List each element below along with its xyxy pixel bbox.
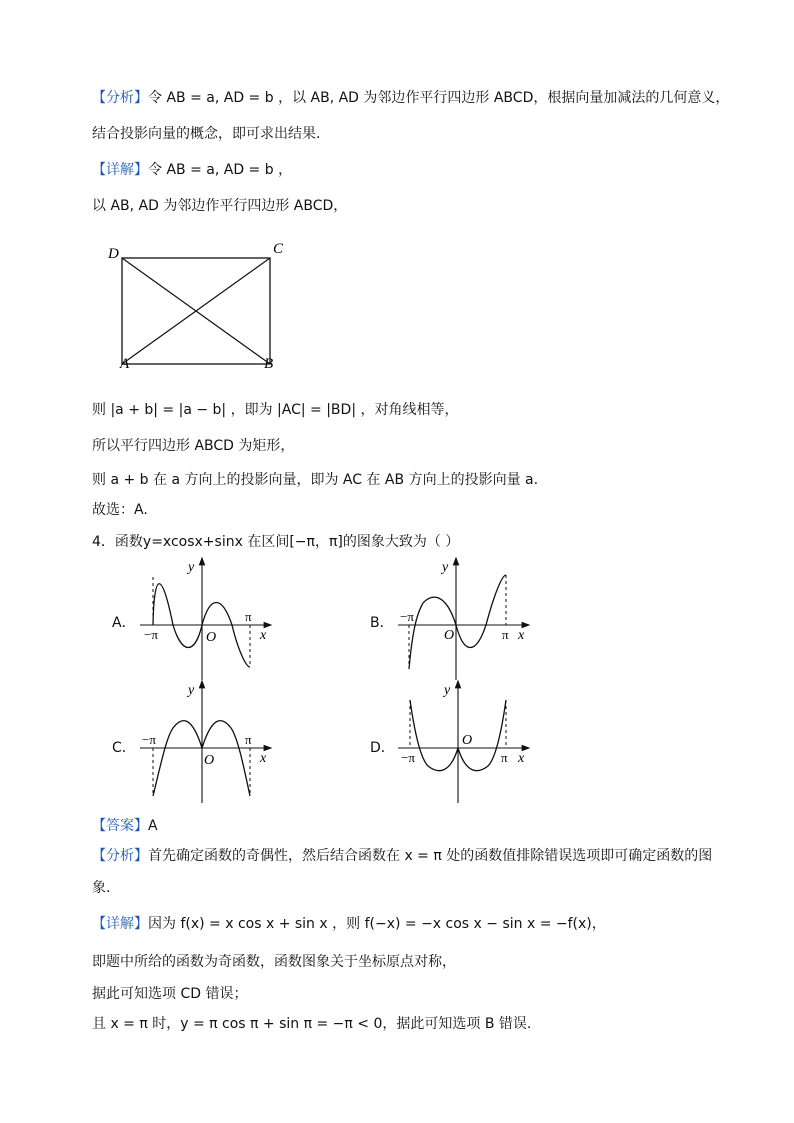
y-label: y (442, 560, 449, 575)
detail-line-2: 以 AB, AD 为邻边作平行四边形 ABCD， (92, 198, 348, 214)
origin: O (204, 753, 215, 768)
tick-pi: π (501, 750, 508, 765)
tick-pi: π (245, 732, 252, 747)
detail-line-4: 所以平行四边形 ABCD 为矩形， (92, 438, 295, 454)
detail-line-1 (92, 160, 292, 180)
detail2-line-2: 即题中所给的函数为奇函数，函数图象关于坐标原点对称， (92, 954, 456, 970)
tick-pi: π (245, 609, 252, 624)
x-label: x (518, 751, 525, 766)
option-a-graph (140, 555, 280, 685)
detail2-line-4: 且 x = π 时，y = π cos π + sin π = −π < 0，据此可知选项 B 错误. (92, 1016, 532, 1032)
answer-line (92, 816, 158, 836)
detail-text: 令 AB = a, AD = b ， (148, 162, 293, 178)
option-b-label: B． (370, 615, 394, 631)
y-label: y (188, 683, 195, 698)
origin: O (462, 733, 473, 748)
origin: O (206, 630, 217, 645)
tick-neg-pi: −π (142, 732, 156, 747)
vertex-b: B (264, 356, 274, 372)
origin: O (444, 628, 455, 643)
tick-neg-pi: −π (400, 609, 414, 624)
answer-tag: 【答案】 (92, 818, 148, 834)
curve (409, 575, 506, 669)
answer-text: A (148, 818, 158, 834)
vertex-d: D (108, 246, 119, 262)
analysis2-line-2: 象. (92, 880, 111, 896)
analysis-text: 令 AB = a, AD = b ，以 AB, AD 为邻边作平行四边形 ABCD，根据向量加减法的几何意义， (148, 90, 730, 106)
option-b-graph (398, 555, 538, 685)
x-label: x (260, 628, 267, 643)
x-label: x (518, 628, 525, 643)
vertex-c: C (273, 241, 284, 257)
detail-line-3: 则 |a + b| = |a − b| ，即为 |AC| = |BD| ，对角线相等， (92, 402, 459, 418)
tick-neg-pi: −π (144, 627, 158, 642)
x-label: x (260, 751, 267, 766)
option-a-label: A． (112, 615, 136, 631)
analysis2-text: 首先确定函数的奇偶性，然后结合函数在 x = π 处的函数值排除错误选项即可确定函数的图 (148, 848, 713, 864)
analysis2-line-1 (92, 846, 712, 866)
question-4: 4．函数y=xcosx+sinx 在区间[−π，π]的图象大致为（ ） (92, 534, 460, 550)
detail-line-5: 则 a + b 在 a 方向上的投影向量，即为 AC 在 AB 方向上的投影向量 a. (92, 472, 539, 488)
analysis-line-1 (92, 88, 729, 108)
y-label: y (188, 560, 195, 575)
option-c-label: C． (112, 740, 136, 756)
y-label: y (444, 683, 451, 698)
detail-tag: 【详解】 (92, 162, 148, 178)
detail2-line-1 (92, 914, 606, 934)
option-d-label: D． (370, 740, 395, 756)
answer-choice-line: 故选：A. (92, 502, 148, 518)
rectangle-figure (100, 236, 300, 376)
detail2-tag: 【详解】 (92, 916, 148, 932)
analysis2-tag: 【分析】 (92, 848, 148, 864)
tick-neg-pi: −π (401, 750, 415, 765)
option-d-graph (398, 678, 538, 808)
option-c-graph (140, 678, 280, 808)
detail2-text: 因为 f(x) = x cos x + sin x ，则 f(−x) = −x cos x − sin x = −f(x)， (148, 916, 606, 932)
analysis-line-2: 结合投影向量的概念，即可求出结果. (92, 126, 321, 142)
analysis-tag: 【分析】 (92, 90, 148, 106)
tick-pi: π (502, 627, 509, 642)
detail2-line-3: 据此可知选项 CD 错误； (92, 986, 248, 1002)
vertex-a: A (120, 356, 130, 372)
